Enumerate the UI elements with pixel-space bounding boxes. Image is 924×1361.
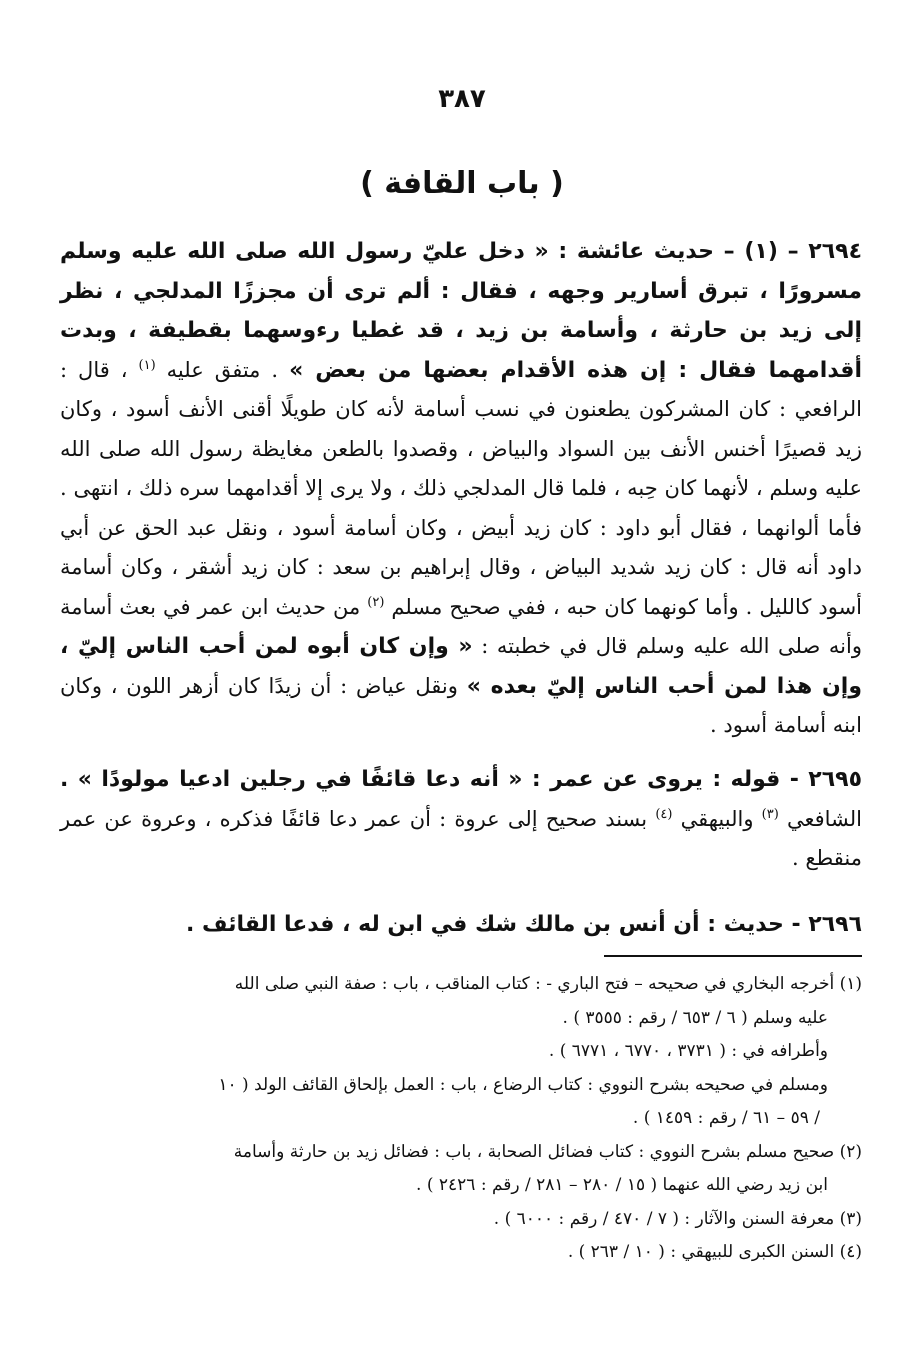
footnote-1-line-3: وأطرافه في : ( ٣٧٣١ ، ٦٧٧٠ ، ٦٧٧١ ) . — [548, 1041, 828, 1061]
footnote-1-line-1: (١) أخرجه البخاري في صحيحه – فتح الباري - : كتاب المناقب ، باب : صفة النبي صلى الله — [234, 974, 862, 994]
hadith-2695 — [60, 760, 862, 879]
hadith-2695-text-1: الشافعي — [778, 806, 862, 831]
hadith-2694-text-1: . متفق عليه — [155, 357, 290, 382]
hadith-2694-quote: « وإن كان أبوه لمن أحب الناس إليّ ، وإن هذا لمن أحب الناس إليّ بعده » — [60, 634, 862, 699]
hadith-2695-text-3: بسند صحيح إلى عروة : أن عمر دعا قائفًا فذكره ، وعروة عن عمر منقطع . — [60, 806, 862, 870]
footnote-ref-3: (٣) — [761, 806, 779, 822]
footnote-separator — [604, 955, 862, 957]
hadith-2695-text-2: والبيهقي — [672, 806, 762, 831]
page-number: ٣٨٧ — [438, 84, 486, 114]
footnote-ref-1: (١) — [138, 357, 156, 373]
hadith-2694 — [60, 232, 862, 746]
hadith-2694-heading: ٢٦٩٤ – (١) – حديث عائشة : « دخل عليّ رسول الله صلى الله عليه وسلم مسرورًا ، تبرق أسارير وجهه ، فقال : ألم ترى أن مجززًا المدلجي ، نظر إلى زيد بن حارثة ، وأسامة بن زيد ، قد غطيا رءوسهما بقطيفة ، وبدت أقدامهما فقال : إن هذه الأقدام بعضها من بعض » — [60, 239, 862, 383]
footnote-1-line-5: / ٥٩ – ٦١ / رقم : ١٤٥٩ ) . — [632, 1108, 820, 1128]
footnote-2-line-2: ابن زيد رضي الله عنهما ( ١٥ / ٢٨٠ – ٢٨١ / رقم : ٢٤٢٦ ) . — [416, 1175, 828, 1195]
chapter-title: ( باب القافة ) — [360, 166, 564, 201]
hadith-2694-text-3: من حديث ابن عمر في بعث أسامة وأنه صلى الله عليه وسلم قال في خطبته : — [60, 594, 862, 658]
footnote-3: (٣) معرفة السنن والآثار : ( ٧ / ٤٧٠ / رقم : ٦٠٠٠ ) . — [493, 1208, 862, 1229]
footnote-1-line-4: ومسلم في صحيحه بشرح النووي : كتاب الرضاع ، باب : العمل بإلحاق القائف الولد ( ١٠ — [218, 1074, 828, 1095]
footnote-4: (٤) السنن الكبرى للبيهقي : ( ١٠ / ٢٦٣ ) . — [567, 1242, 862, 1262]
footnote-2-line-1: (٢) صحيح مسلم بشرح النووي : كتاب فضائل الصحابة ، باب : فضائل زيد بن حارثة وأسامة — [233, 1141, 862, 1162]
footnote-ref-4: (٤) — [655, 806, 673, 822]
hadith-2694-text-4: ونقل عياض : أن زيدًا كان أزهر اللون ، وكان ابنه أسامة أسود . — [60, 673, 862, 737]
hadith-2694-text-2: ، قال : الرافعي : كان المشركون يطعنون في نسب أسامة لأنه كان طويلًا أقنى الأنف أسود ، وكان زيد قصيرًا أخنس الأنف بين السواد والبياض ، وقصدوا بالطعن مغايظة رسول الله صلى الله عليه وسلم ، لأنهما كان حِبه ، فلما قال المدلجي ذلك ، ولا يرى إلا أقدامهما سره ذلك ، انتهى . فأما ألوانهما ، فقال أبو داود : كان زيد أبيض ، وكان أسامة أسود ، ونقل عبد الحق عن أبي داود أنه قال : كان زيد شديد البياض ، وقال إبراهيم بن سعد : كان زيد أشقر ، وكان أسامة أسود كالليل . وأما كونهما كان حبه ، ففي صحيح مسلم — [60, 357, 862, 619]
footnotes — [60, 968, 862, 1270]
hadith-2695-heading: ٢٦٩٥ - قوله : يروى عن عمر : « أنه دعا قائفًا في رجلين ادعيا مولودًا » . — [60, 767, 862, 792]
footnote-ref-2: (٢) — [367, 594, 385, 610]
footnote-1-line-2: عليه وسلم ( ٦ / ٦٥٣ / رقم : ٣٥٥٥ ) . — [562, 1007, 828, 1028]
hadith-2696-heading: ٢٦٩٦ - حديث : أن أنس بن مالك شك في ابن له ، فدعا القائف . — [185, 912, 862, 937]
